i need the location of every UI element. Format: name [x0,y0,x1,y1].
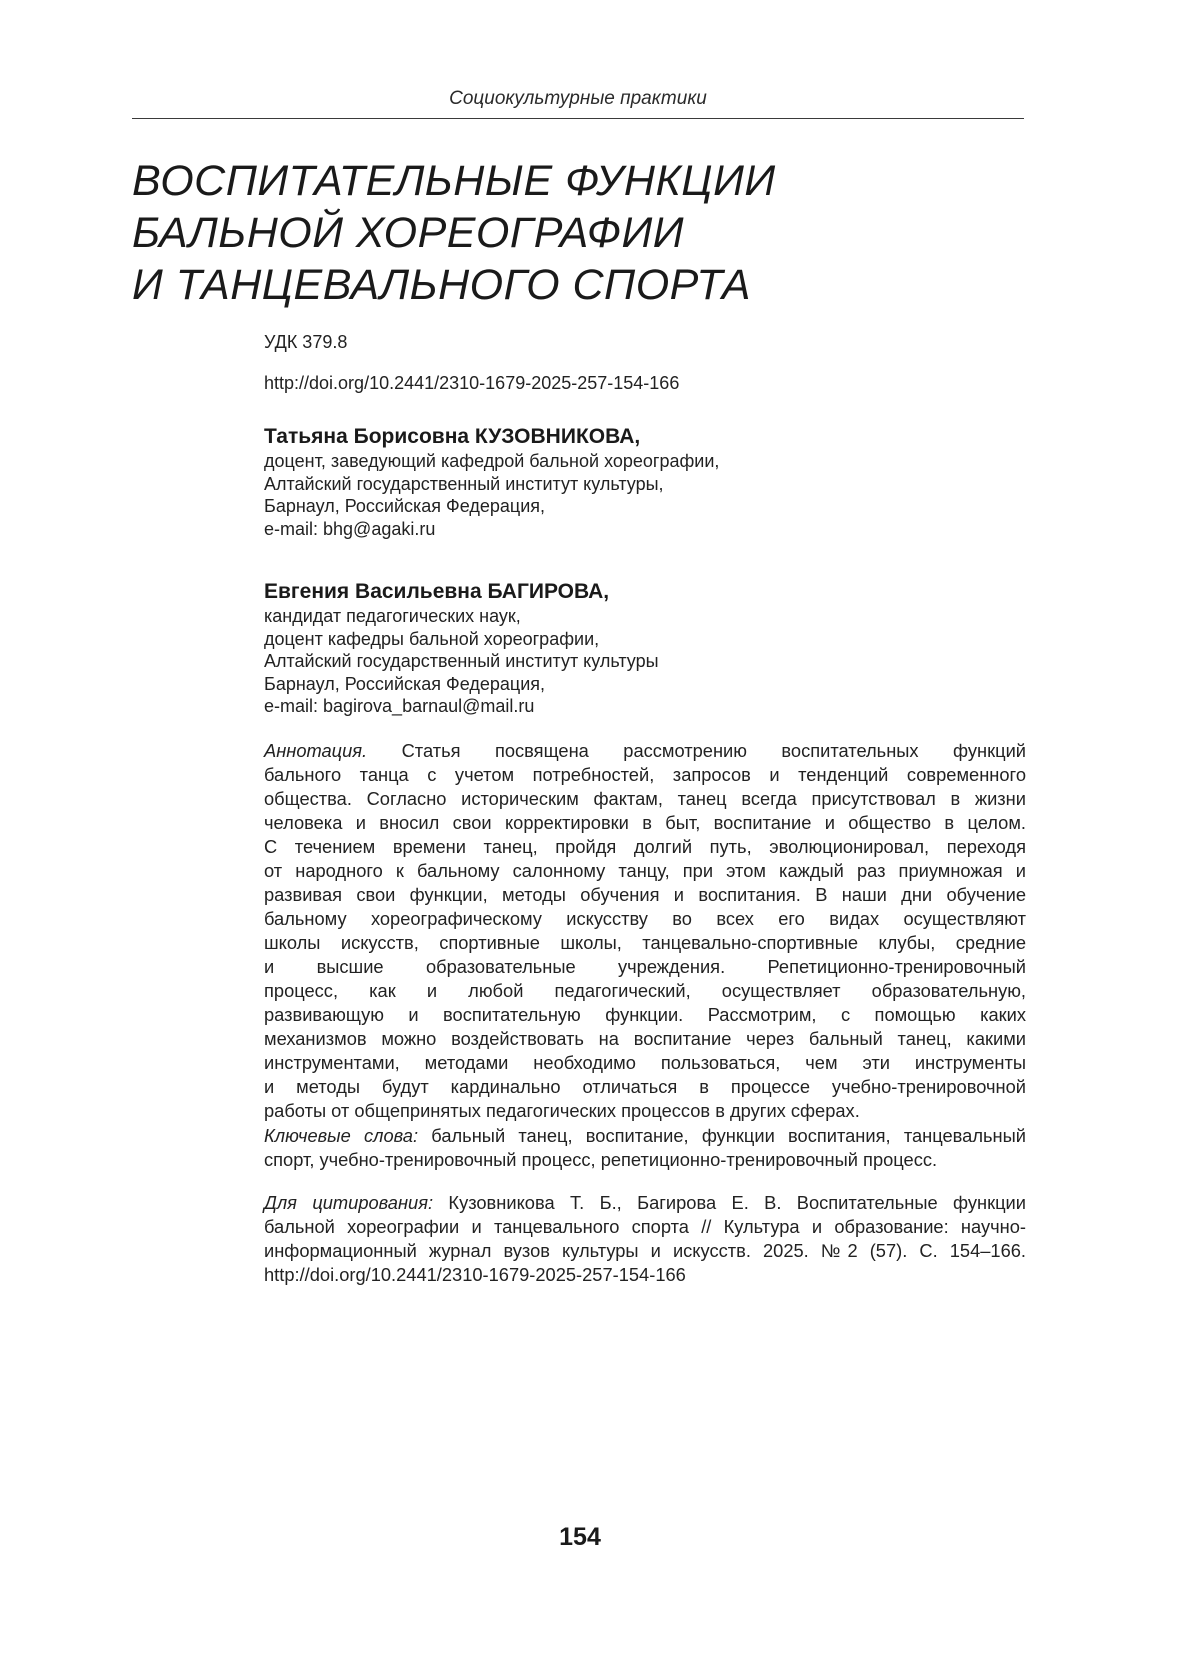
citation-line: бальной хореографии и танцевального спорта // Культура и образование: научно- [264,1216,1026,1237]
abstract-line: процесс, как и любой педагогический, осуществляет образовательную, [264,980,1026,1001]
author-name: Татьяна Борисовна КУЗОВНИКОВА, [264,425,641,448]
keywords-line [264,1124,1026,1148]
doi-link[interactable]: http://doi.org/10.2441/2310-1679-2025-257-154-166 [264,373,680,393]
keywords-line: спорт, учебно-тренировочный процесс, репетиционно-тренировочный процесс. [264,1149,938,1170]
author-email[interactable]: e-mail: bagirova_barnaul@mail.ru [264,696,535,716]
abstract-line: общества. Согласно историческим фактам, танец всегда присутствовал в жизни [264,788,1026,809]
udk-code: УДК 379.8 [264,332,348,352]
citation [264,1191,1026,1287]
keywords-text: бальный танец, воспитание, функции воспитания, танцевальный [431,1125,1026,1146]
author-block-2 [264,579,1026,718]
title-line: И ТАНЦЕВАЛЬНОГО СПОРТА [132,261,751,309]
author-name: Евгения Васильевна БАГИРОВА, [264,580,610,603]
author-location: Барнаул, Российская Федерация, [264,673,546,694]
author-location: Барнаул, Российская Федерация, [264,496,546,516]
page-number: 154 [559,1523,601,1551]
citation-doi[interactable]: http://doi.org/10.2441/2310-1679-2025-257-154-166 [264,1264,686,1285]
author-position: доцент, заведующий кафедрой бальной хореографии, [264,451,720,471]
keywords-label: Ключевые слова: [264,1125,419,1146]
citation-text: Кузовникова Т. Б., Багирова Е. В. Воспитательные функции [448,1192,1026,1213]
title-line: ВОСПИТАТЕЛЬНЫЕ ФУНКЦИИ [132,157,776,205]
header-rule [132,118,1024,119]
abstract-line: работы от общепринятых педагогических процессов в других сферах. [264,1100,860,1121]
abstract-first-line: Статья посвящена рассмотрению воспитательных функций [401,740,1026,761]
abstract-line: и методы будут кардинально отличаться в процессе учебно-тренировочной [264,1076,1026,1097]
citation-label: Для цитирования: [264,1192,434,1213]
author-block-1 [264,424,1026,540]
article-title [132,155,1032,311]
author-affiliation: Алтайский государственный институт культуры [264,651,659,671]
abstract-line: бальному хореографическому искусству во всех его видах осуществляют [264,908,1026,929]
abstract-line: и высшие образовательные учреждения. Репетиционно-тренировочный [264,956,1026,977]
abstract-line: бального танца с учетом потребностей, запросов и тенденций современного [264,764,1026,785]
citation-line [264,1191,1026,1215]
abstract-line: инструментами, методами необходимо пользоваться, чем эти инструменты [264,1052,1026,1073]
abstract-line: человека и вносил свои корректировки в быт, воспитание и общество в целом. [264,812,1026,833]
abstract-line: С течением времени танец, пройдя долгий путь, эволюционировал, переходя [264,836,1026,857]
author-email[interactable]: e-mail: bhg@agaki.ru [264,518,436,539]
running-head: Социокультурные практики [449,88,707,109]
abstract-line: от народного к бальному салонному танцу, при этом каждый раз приумножая и [264,860,1026,881]
author-degree: кандидат педагогических наук, [264,606,521,626]
abstract-line: механизмов можно воздействовать на воспитание через бальный танец, какими [264,1028,1026,1049]
abstract-line [264,739,1026,763]
title-line: БАЛЬНОЙ ХОРЕОГРАФИИ [132,209,685,257]
citation-line: информационный журнал вузов культуры и искусств. 2025. №2 (57). С. 154–166. [264,1240,1026,1261]
abstract-label: Аннотация. [264,740,368,761]
abstract [264,739,1026,1123]
abstract-line: развивая свои функции, методы обучения и воспитания. В наши дни обучение [264,884,1026,905]
abstract-line: школы искусств, спортивные школы, танцевально-спортивные клубы, средние [264,932,1026,953]
author-position: доцент кафедры бальной хореографии, [264,628,600,649]
keywords [264,1124,1026,1172]
abstract-line: развивающую и воспитательную функции. Рассмотрим, с помощью каких [264,1004,1026,1025]
author-affiliation: Алтайский государственный институт культуры, [264,473,664,494]
